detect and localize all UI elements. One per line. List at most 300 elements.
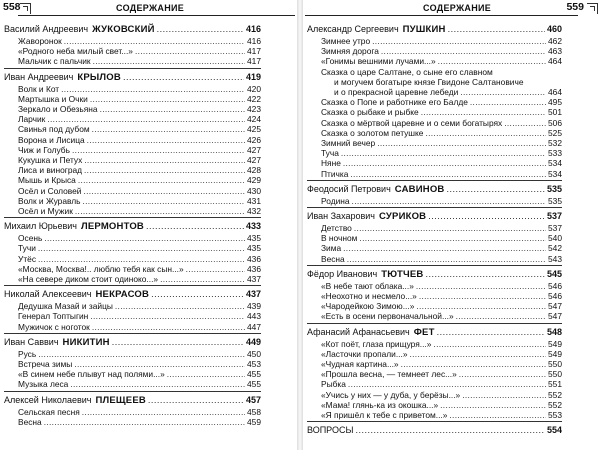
author-page-number: 537: [546, 211, 562, 222]
dot-leader: [425, 128, 546, 138]
entry-title: Няне: [321, 158, 341, 169]
author-page-number: 449: [245, 336, 261, 347]
toc-entry: [307, 36, 562, 46]
dot-leader: [83, 186, 245, 196]
entry-title: Сказка о Попе и работнике его Балде: [321, 97, 468, 108]
author-first-names: Иван Саввич: [4, 336, 59, 347]
entry-page-number: 427: [247, 144, 261, 155]
dot-leader: [84, 165, 245, 175]
dot-leader: [84, 155, 245, 165]
entry-title: Ворона и Лисица: [18, 134, 85, 145]
entry-page-number: 424: [247, 114, 261, 125]
entry-title: «Я пришёл к тебе с приветом...»: [321, 410, 448, 421]
dot-leader: [92, 124, 245, 134]
toc-entry: [307, 138, 562, 148]
entry-page-number: 540: [548, 233, 562, 244]
author-heading: [307, 210, 562, 223]
author-first-names: Алексей Николаевич: [4, 394, 92, 405]
dot-leader: [343, 243, 546, 253]
dot-leader: [460, 87, 546, 97]
dot-leader: [428, 210, 545, 223]
entry-title: «Чародейкою Зимою...»: [321, 301, 415, 312]
entry-page-number: 534: [548, 158, 562, 169]
author-surname: САВИНОВ: [394, 183, 445, 195]
right-toc-column: [307, 22, 562, 437]
toc-entry: [307, 379, 562, 389]
entry-page-number: 455: [247, 369, 261, 380]
dot-leader: [167, 369, 245, 379]
author-first-names: Иван Андреевич: [4, 71, 74, 82]
dot-leader: [115, 301, 245, 311]
entry-page-number: 549: [548, 338, 562, 349]
dot-leader: [343, 158, 546, 168]
entry-page-number: 533: [548, 148, 562, 159]
entry-page-number: 552: [548, 399, 562, 410]
entry-title: Сказка о золотом петушке: [321, 127, 424, 138]
toc-entry: [4, 264, 261, 274]
dot-leader: [504, 118, 546, 128]
entry-page-number: 437: [247, 274, 261, 285]
entry-page-number: 543: [548, 253, 562, 264]
toc-entry: [307, 67, 562, 98]
dot-leader: [381, 46, 546, 56]
entry-title: Осень: [18, 233, 43, 244]
toc-entry: [307, 169, 562, 179]
toc-entry: [307, 369, 562, 379]
toc-entry: [4, 46, 261, 56]
entry-page-number: 550: [548, 369, 562, 380]
dot-leader: [438, 56, 546, 66]
toc-entry: [307, 301, 562, 311]
entry-page-number: 431: [247, 195, 261, 206]
entry-title: Весна: [18, 416, 42, 427]
entry-title: Дедушка Мазай и зайцы: [18, 301, 113, 312]
entry-page-number: 464: [548, 87, 562, 98]
dot-leader: [448, 23, 545, 36]
section-divider: [307, 180, 562, 181]
author-page-number: 545: [546, 268, 562, 279]
dot-leader: [426, 268, 545, 281]
dot-leader: [470, 97, 546, 107]
dot-leader: [160, 274, 245, 284]
dot-leader: [416, 301, 546, 311]
entry-page-number: 547: [548, 301, 562, 312]
entry-page-number: 432: [247, 206, 261, 217]
entry-page-number: 546: [548, 291, 562, 302]
entry-page-number: 525: [548, 127, 562, 138]
dot-leader: [151, 288, 244, 301]
entry-title: Чиж и Голубь: [18, 144, 70, 155]
toc-entry: [4, 274, 261, 284]
entry-title: Генерал Топтыгин: [18, 311, 89, 322]
dot-leader: [61, 84, 245, 94]
toc-entry: [307, 390, 562, 400]
entry-page-number: 455: [247, 379, 261, 390]
toc-entry: [307, 291, 562, 301]
author-surname: ПЛЕЩЕЕВ: [95, 394, 146, 406]
toc-entry: [4, 155, 261, 165]
toc-entry: [307, 349, 562, 359]
author-surname: ФЕТ: [413, 326, 435, 338]
entry-title: Родина: [321, 195, 350, 206]
entry-page-number: 506: [548, 117, 562, 128]
author-heading: [307, 183, 562, 196]
entry-title: Жаворонок: [18, 36, 62, 46]
dot-leader: [64, 36, 245, 46]
author-first-names: Михаил Юрьевич: [4, 221, 77, 232]
entry-page-number: 436: [247, 253, 261, 264]
entry-page-number: 464: [548, 56, 562, 67]
entry-title: Осёл и Соловей: [18, 185, 82, 196]
entry-page-number: 551: [548, 379, 562, 390]
author-page-number: 548: [546, 326, 562, 337]
dot-leader: [433, 339, 546, 349]
entry-title: «На севере диком стоит одиноко...»: [18, 274, 159, 285]
entry-title: Музыка леса: [18, 379, 69, 390]
author-surname: СУРИКОВ: [378, 211, 427, 223]
dot-leader: [92, 322, 245, 332]
entry-page-number: 422: [247, 93, 261, 104]
author-first-names: Феодосий Петрович: [307, 183, 391, 194]
toc-entry: [4, 114, 261, 124]
dot-leader: [38, 243, 245, 253]
toc-entry: [4, 165, 261, 175]
dot-leader: [377, 138, 546, 148]
entry-page-number: 552: [548, 389, 562, 400]
dot-leader: [87, 135, 245, 145]
dot-leader: [47, 114, 245, 124]
dot-leader: [93, 56, 245, 66]
toc-entry: [4, 196, 261, 206]
toc-entry: [307, 158, 562, 168]
entry-title-line: Сказка о царе Салтане, о сыне его славном: [321, 66, 493, 77]
entry-page-number: 535: [548, 195, 562, 206]
entry-page-number: 416: [247, 36, 261, 46]
author-heading: [307, 424, 562, 437]
toc-entry: [4, 124, 261, 134]
toc-entry: [307, 223, 562, 233]
entry-title: Волк и Кот: [18, 83, 60, 94]
entry-page-number: 546: [548, 280, 562, 291]
entry-title: «Кот поёт, глаза прищуря...»: [321, 338, 432, 349]
toc-entry: [307, 97, 562, 107]
toc-entry: [307, 233, 562, 243]
author-surname: НИКИТИН: [62, 336, 110, 348]
entry-page-number: 462: [548, 36, 562, 46]
dot-leader: [135, 46, 245, 56]
dot-leader: [157, 23, 244, 36]
entry-title: Осёл и Мужик: [18, 206, 73, 217]
author-first-names: Иван Захарович: [307, 211, 375, 222]
entry-page-number: 439: [247, 301, 261, 312]
dot-leader: [75, 206, 245, 216]
toc-entry: [307, 243, 562, 253]
section-divider: [4, 285, 261, 286]
entry-title: Сельская песня: [18, 406, 80, 417]
entry-title-line: [321, 87, 562, 97]
author-first-names: Афанасий Афанасьевич: [307, 326, 410, 337]
toc-entry: [4, 36, 261, 46]
left-page: [0, 0, 297, 450]
entry-page-number: 435: [247, 243, 261, 254]
left-page-header: [0, 0, 297, 16]
entry-page-number: 428: [247, 165, 261, 176]
entry-title: Мартышка и Очки: [18, 93, 88, 104]
entry-title: «Прошла весна, — темнеет лес...»: [321, 369, 457, 380]
toc-entry: [307, 339, 562, 349]
section-divider: [4, 391, 261, 392]
dot-leader: [437, 326, 545, 339]
entry-page-number: 459: [247, 416, 261, 427]
toc-entry: [4, 369, 261, 379]
toc-entry: [4, 407, 261, 417]
entry-title: Детство: [321, 223, 352, 234]
dot-leader: [90, 311, 245, 321]
entry-page-number: 537: [548, 223, 562, 234]
author-heading: [4, 71, 261, 84]
entry-page-number: 550: [548, 359, 562, 370]
entry-page-number: 532: [548, 138, 562, 149]
toc-entry: [4, 206, 261, 216]
entry-title: «Мама! глянь-ка из окошка...»: [321, 399, 439, 410]
entry-title: Птичка: [321, 168, 349, 179]
dot-leader: [44, 233, 245, 243]
entry-title: «Ласточки пропали...»: [321, 348, 408, 359]
entry-page-number: 495: [548, 97, 562, 108]
author-heading: [4, 336, 261, 349]
entry-title: «Неохотно и несмело...»: [321, 291, 417, 302]
toc-entry: [307, 311, 562, 321]
entry-page-number: 417: [247, 46, 261, 57]
entry-title: «В небе тают облака...»: [321, 280, 414, 291]
entry-title: Волк и Журавль: [18, 195, 81, 206]
entry-page-number: 426: [247, 134, 261, 145]
entry-title: Зеркало и Обезьяна: [18, 104, 98, 115]
toc-entry: [4, 56, 261, 66]
toc-entry: [307, 118, 562, 128]
header-rule: [305, 15, 578, 16]
entry-title: «В синем небе плывут над полями...»: [18, 369, 165, 380]
corner-ornament-icon: [20, 3, 31, 14]
entry-title: Зимний вечер: [321, 138, 376, 149]
dot-leader: [350, 169, 546, 179]
entry-title: «Москва, Москва!.. люблю тебя как сын...»: [18, 263, 184, 274]
left-toc-column: [4, 22, 261, 427]
entry-page-number: 420: [247, 83, 261, 94]
entry-page-number: 427: [247, 155, 261, 166]
entry-title: Свинья под дубом: [18, 124, 90, 135]
dot-leader: [186, 264, 245, 274]
dot-leader: [459, 369, 546, 379]
entry-title: Сказка о рыбаке и рыбке: [321, 107, 419, 118]
author-heading: [307, 23, 562, 36]
dot-leader: [44, 417, 245, 427]
toc-entry: [307, 128, 562, 138]
dot-leader: [90, 94, 245, 104]
entry-title: Зима: [321, 243, 342, 254]
toc-entry: [4, 243, 261, 253]
toc-entry: [4, 322, 261, 332]
toc-entry: [4, 301, 261, 311]
toc-entry: [307, 359, 562, 369]
entry-title: Рыбка: [321, 379, 346, 390]
right-page-header: [303, 0, 600, 16]
author-surname: ЖУКОВСКИЙ: [92, 24, 155, 35]
section-divider: [4, 68, 261, 69]
author-surname: ЛЕРМОНТОВ: [81, 221, 144, 233]
entry-page-number: 549: [548, 348, 562, 359]
entry-title: Встреча зимы: [18, 359, 73, 370]
section-divider: [307, 421, 562, 422]
toc-entry: [307, 107, 562, 117]
entry-title: Мужичок с ноготок: [18, 321, 90, 332]
dot-leader: [146, 220, 244, 233]
toc-entry: [4, 311, 261, 321]
dot-leader: [421, 107, 546, 117]
dot-leader: [354, 223, 546, 233]
entry-title: Сказка о мёртвой царевне и о семи богатырях: [321, 117, 503, 128]
toc-entry: [4, 135, 261, 145]
dot-leader: [440, 400, 546, 410]
entry-title: Весна: [321, 253, 345, 264]
dot-leader: [419, 291, 546, 301]
toc-entry: [4, 359, 261, 369]
dot-leader: [38, 349, 245, 359]
dot-leader: [352, 196, 546, 206]
corner-ornament-icon: [587, 3, 598, 14]
entry-page-number: 453: [247, 359, 261, 370]
dot-leader: [82, 407, 245, 417]
dot-leader: [341, 148, 546, 158]
left-page-number: 558: [3, 1, 21, 13]
dot-leader: [449, 410, 546, 420]
toc-entry: [4, 186, 261, 196]
entry-title: Мышь и Крыса: [18, 175, 76, 186]
dot-leader: [74, 359, 245, 369]
entry-page-number: 458: [247, 406, 261, 417]
author-page-number: 460: [546, 24, 562, 34]
dot-leader: [416, 281, 546, 291]
author-heading: [4, 220, 261, 233]
toc-entry: [307, 254, 562, 264]
dot-leader: [355, 424, 545, 437]
section-divider: [4, 217, 261, 218]
entry-page-number: 542: [548, 243, 562, 254]
entry-page-number: 417: [247, 56, 261, 67]
dot-leader: [112, 336, 244, 349]
entry-title: «Гонимы вешними лучами...»: [321, 56, 436, 67]
section-divider: [307, 207, 562, 208]
entry-page-number: 429: [247, 175, 261, 186]
toc-entry: [4, 233, 261, 243]
entry-title: «Есть в осени первоначальной...»: [321, 311, 454, 322]
toc-entry: [307, 56, 562, 66]
dot-leader: [38, 254, 245, 264]
toc-entry: [4, 145, 261, 155]
author-heading: [307, 326, 562, 339]
dot-leader: [123, 71, 244, 84]
entry-page-number: 425: [247, 124, 261, 135]
right-page-number: 559: [566, 1, 584, 13]
section-divider: [307, 323, 562, 324]
dot-leader: [148, 394, 244, 407]
author-first-names: ВОПРОСЫ: [307, 425, 354, 436]
entry-page-number: 547: [548, 311, 562, 322]
entry-title: Русь: [18, 348, 37, 359]
dot-leader: [347, 254, 546, 264]
entry-title: «Родного неба милый свет...»: [18, 46, 133, 57]
author-first-names: Василий Андреевич: [4, 24, 89, 34]
toc-entry: [307, 148, 562, 158]
section-divider: [4, 333, 261, 334]
entry-title-line: и могучем богатыре князе Гвидоне Салтановиче: [334, 76, 524, 87]
right-running-title: СОДЕРЖАНИЕ: [423, 3, 492, 13]
author-page-number: 437: [245, 289, 261, 300]
author-heading: [307, 268, 562, 281]
toc-entry: [4, 175, 261, 185]
dot-leader: [410, 349, 547, 359]
dot-leader: [70, 379, 245, 389]
author-page-number: 419: [245, 71, 261, 82]
entry-title: Зимняя дорога: [321, 46, 379, 57]
entry-page-number: 436: [247, 263, 261, 274]
author-surname: ПУШКИН: [402, 24, 446, 35]
author-heading: [4, 288, 261, 301]
toc-entry: [4, 349, 261, 359]
dot-leader: [78, 175, 245, 185]
toc-entry: [4, 379, 261, 389]
author-surname: НЕКРАСОВ: [95, 289, 150, 301]
dot-leader: [83, 196, 246, 206]
toc-entry: [307, 281, 562, 291]
section-divider: [307, 265, 562, 266]
toc-entry: [4, 84, 261, 94]
entry-title: «Чудная картина...»: [321, 359, 399, 370]
entry-page-number: 423: [247, 104, 261, 115]
author-surname: ТЮТЧЕВ: [381, 268, 424, 280]
toc-entry: [4, 254, 261, 264]
dot-leader: [72, 145, 245, 155]
entry-page-number: 501: [548, 107, 562, 118]
entry-page-number: 553: [548, 410, 562, 421]
author-page-number: 416: [245, 24, 261, 34]
toc-entry: [307, 46, 562, 56]
entry-title: Мальчик с пальчик: [18, 56, 91, 67]
dot-leader: [359, 233, 546, 243]
author-page-number: 554: [546, 425, 562, 436]
author-first-names: Николай Алексеевич: [4, 289, 92, 300]
dot-leader: [372, 36, 546, 46]
right-page: [303, 0, 600, 450]
dot-leader: [446, 183, 545, 196]
toc-entry: [307, 410, 562, 420]
author-first-names: Александр Сергеевич: [307, 24, 399, 34]
entry-page-number: 450: [247, 348, 261, 359]
author-page-number: 433: [245, 221, 261, 232]
dot-leader: [462, 390, 546, 400]
entry-page-number: 534: [548, 168, 562, 179]
author-heading: [4, 23, 261, 36]
toc-entry: [4, 104, 261, 114]
entry-title: Лиса и виноград: [18, 165, 83, 176]
toc-entry: [4, 417, 261, 427]
dot-leader: [100, 104, 245, 114]
entry-title: Кукушка и Петух: [18, 155, 83, 166]
dot-leader: [348, 379, 546, 389]
toc-entry: [307, 400, 562, 410]
entry-title: Тучи: [18, 243, 36, 254]
entry-title: В ночном: [321, 233, 358, 244]
